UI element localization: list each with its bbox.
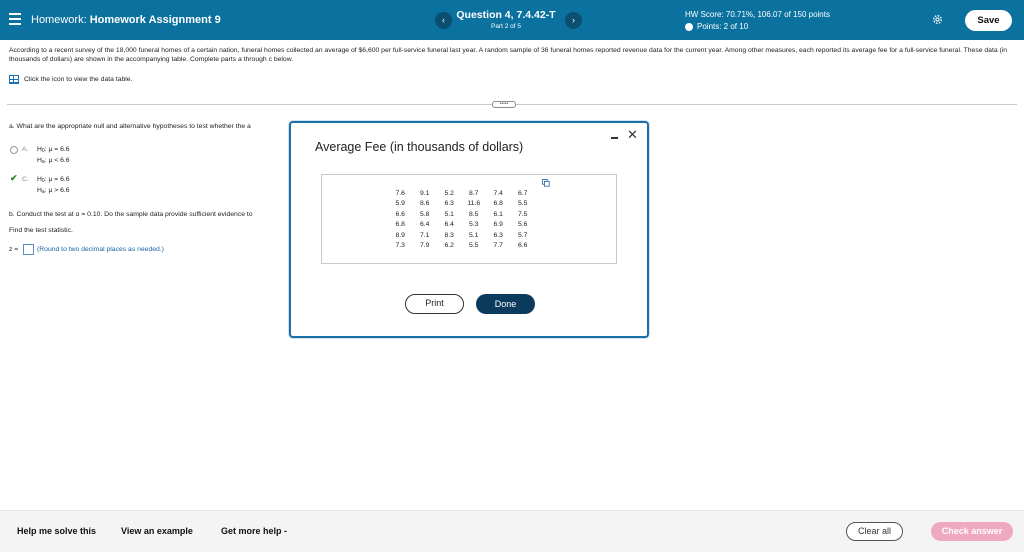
dialog-title: Average Fee (in thousands of dollars) xyxy=(315,140,524,154)
data-table-link[interactable] xyxy=(9,75,132,84)
top-bar xyxy=(0,0,1024,40)
option-c-null xyxy=(37,176,70,184)
part-b-prompt: b. Conduct the test at α = 0.10. Do the sample data provide sufficient evidence to xyxy=(9,211,253,218)
option-a-alt xyxy=(37,157,70,165)
table-cell: 6.9 xyxy=(493,221,503,229)
table-cell: 5.1 xyxy=(469,231,479,239)
table-cell: 8.5 xyxy=(469,210,479,218)
done-button[interactable]: Done xyxy=(476,294,535,314)
table-cell: 5.5 xyxy=(518,200,528,208)
homework-name: Homework Assignment 9 xyxy=(89,14,221,26)
save-button[interactable]: Save xyxy=(965,10,1012,31)
h-letter: H xyxy=(37,157,42,164)
table-cell: 6.4 xyxy=(444,221,454,229)
hamburger-menu-icon[interactable] xyxy=(9,13,21,25)
h-sub-a: a xyxy=(41,159,45,165)
get-more-help-link[interactable]: Get more help - xyxy=(221,526,288,536)
table-cell: 7.5 xyxy=(518,210,528,218)
table-cell: 9.1 xyxy=(420,190,430,197)
table-icon[interactable] xyxy=(9,75,19,84)
option-a-null xyxy=(37,146,70,154)
table-cell: 7.6 xyxy=(395,190,405,197)
table-cell: 5.5 xyxy=(469,241,479,249)
option-a-letter: A. xyxy=(22,146,29,153)
table-cell: 8.3 xyxy=(444,231,454,239)
table-cell: 7.4 xyxy=(493,190,503,197)
table-cell: 7.9 xyxy=(420,241,430,249)
problem-statement: According to a recent survey of the 18,000 funeral homes of a certain nation, funeral homes collected an average of $6,600 per full-service funeral last year. A random sample of 36 funeral homes reported revenue data for the current year. Among other measures, each reported its average fee for a full-service funeral. These data (in thousands of dollars) are shown in the accompanying table. Complete parts a through c below. xyxy=(9,47,1008,63)
table-cell: 5.1 xyxy=(444,210,454,218)
h-letter: H xyxy=(37,176,42,183)
points-display xyxy=(685,22,748,31)
bottom-bar xyxy=(0,510,1024,552)
data-table xyxy=(321,174,617,264)
table-cell: 5.8 xyxy=(420,210,430,218)
clear-all-button[interactable]: Clear all xyxy=(846,522,903,541)
table-cell: 8.7 xyxy=(469,190,479,197)
table-cell: 7.1 xyxy=(420,231,430,239)
homework-title xyxy=(31,14,221,26)
data-table-dialog xyxy=(289,121,649,338)
z-answer-input[interactable] xyxy=(23,244,34,255)
find-test-statistic: Find the test statistic. xyxy=(9,227,73,234)
close-icon[interactable]: ✕ xyxy=(627,127,638,142)
question-title: Question 4, 7.4.42-T xyxy=(456,9,556,21)
option-a-alt-rel: : μ < 6.6 xyxy=(44,157,70,164)
table-cell: 5.3 xyxy=(469,221,479,229)
table-cell: 8.6 xyxy=(420,200,430,208)
option-c-null-rel: : μ = 6.6 xyxy=(44,176,70,183)
table-cell: 8.9 xyxy=(395,231,405,239)
minimize-icon[interactable] xyxy=(611,131,619,139)
check-answer-button[interactable]: Check answer xyxy=(931,522,1013,541)
part-a-prompt: a. What are the appropriate null and alternative hypotheses to test whether the a xyxy=(9,123,251,130)
correct-check-icon[interactable]: ✔ xyxy=(10,173,18,183)
data-grid xyxy=(388,190,535,252)
points-text: Points: 2 of 10 xyxy=(697,22,749,31)
round-hint: (Round to two decimal places as needed.) xyxy=(37,246,164,253)
next-question-button[interactable]: › xyxy=(565,12,582,29)
table-cell: 7.7 xyxy=(493,241,503,249)
option-a-null-rel: : μ = 6.6 xyxy=(44,146,70,153)
table-cell: 5.6 xyxy=(518,221,528,229)
option-a-radio[interactable] xyxy=(10,146,18,154)
table-cell: 5.7 xyxy=(518,231,528,239)
settings-gear-icon[interactable] xyxy=(931,13,944,26)
table-cell: 6.6 xyxy=(395,210,405,218)
table-cell: 6.7 xyxy=(518,190,528,197)
table-cell: 6.3 xyxy=(493,231,503,239)
view-example-link[interactable]: View an example xyxy=(121,526,193,536)
h-sub-a: a xyxy=(41,189,45,195)
table-cell: 5.2 xyxy=(444,190,454,197)
copy-icon[interactable] xyxy=(542,179,550,187)
table-cell: 6.6 xyxy=(518,241,528,249)
h-letter: H xyxy=(37,187,42,194)
h-sub-0: 0 xyxy=(41,178,45,184)
table-cell: 6.4 xyxy=(420,221,430,229)
help-me-solve-link[interactable]: Help me solve this xyxy=(17,526,97,536)
more-dots-icon[interactable]: ••••• xyxy=(492,101,516,108)
hw-score: HW Score: 70.71%, 106.07 of 150 points xyxy=(685,10,830,19)
h-letter: H xyxy=(37,146,42,153)
table-cell: 6.8 xyxy=(493,200,503,208)
h-sub-0: 0 xyxy=(41,148,45,154)
table-cell: 6.3 xyxy=(444,200,454,208)
question-part: Part 2 of 5 xyxy=(491,23,521,30)
table-cell: 7.3 xyxy=(395,241,405,249)
table-cell: 5.9 xyxy=(395,200,405,208)
option-c-alt xyxy=(37,187,70,195)
print-button[interactable]: Print xyxy=(405,294,464,314)
table-cell: 6.2 xyxy=(444,241,454,249)
option-c-letter: C. xyxy=(22,176,29,183)
z-label: z = xyxy=(9,246,19,253)
option-c-alt-rel: : μ > 6.6 xyxy=(44,187,70,194)
table-cell: 6.1 xyxy=(493,210,503,218)
points-icon xyxy=(685,23,693,31)
table-cell: 6.8 xyxy=(395,221,405,229)
table-cell: 11.6 xyxy=(467,200,481,208)
data-table-link-label: Click the icon to view the data table. xyxy=(24,76,133,83)
homework-prefix: Homework: xyxy=(31,14,87,26)
previous-question-button[interactable]: ‹ xyxy=(435,12,452,29)
